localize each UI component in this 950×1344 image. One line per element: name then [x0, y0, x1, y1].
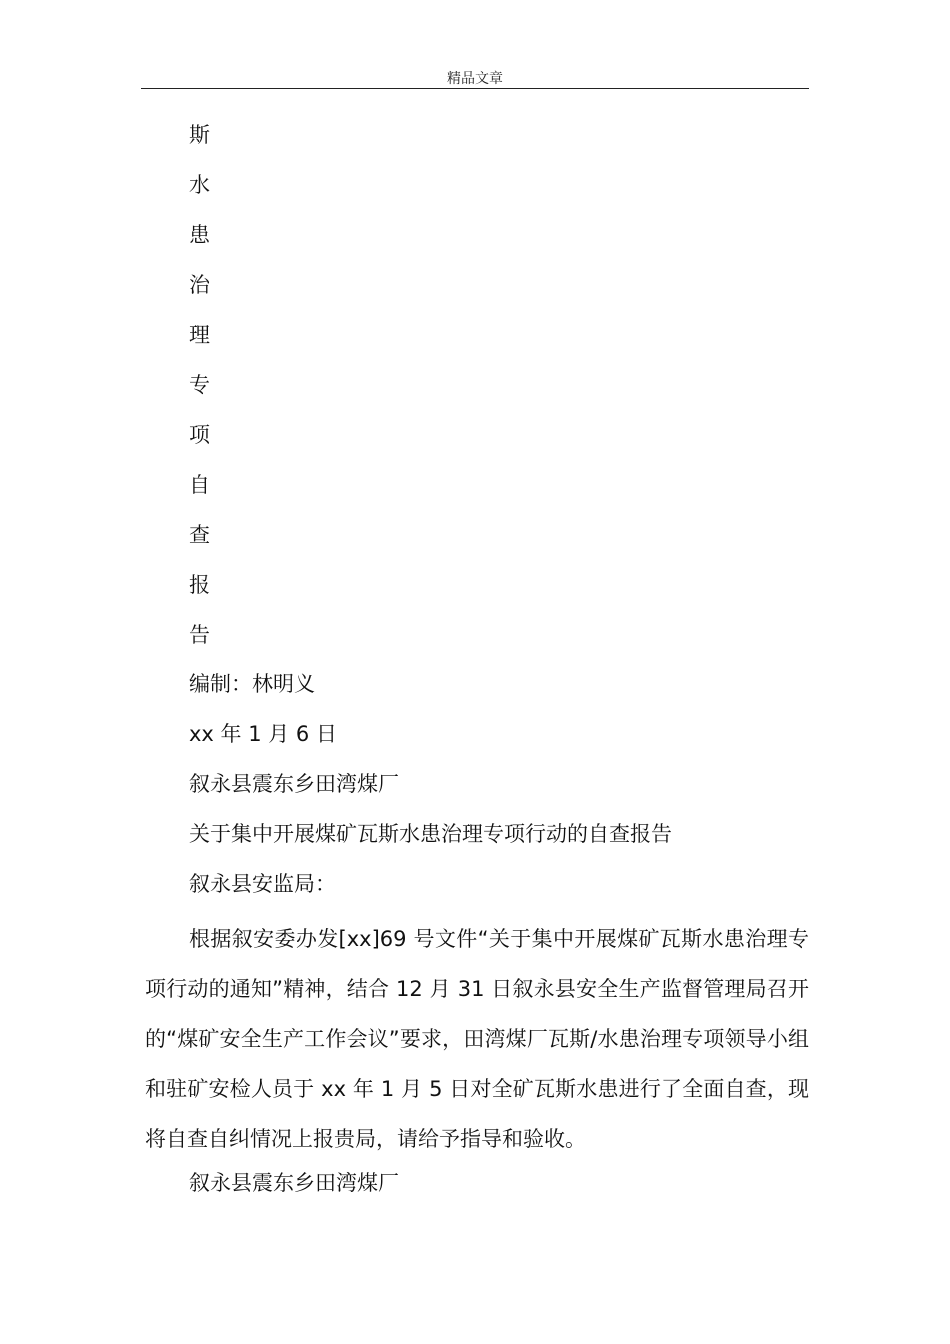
- title-char: 治: [189, 273, 210, 297]
- company-line: 叙永县震东乡田湾煤厂: [189, 772, 399, 796]
- running-header: 精品文章: [447, 71, 503, 87]
- title-char: 查: [189, 523, 210, 547]
- vertical-title: [189, 112, 210, 662]
- title-char: 水: [189, 173, 210, 197]
- title-char: 患: [189, 223, 210, 247]
- title-char: 自: [189, 473, 210, 497]
- report-title: 关于集中开展煤矿瓦斯水患治理专项行动的自查报告: [189, 822, 672, 846]
- title-char: 理: [189, 323, 210, 347]
- title-char: 专: [189, 373, 210, 397]
- title-char: 报: [189, 573, 210, 597]
- header-rule: [141, 88, 809, 89]
- addressee-line: 叙永县安监局：: [189, 872, 336, 896]
- title-char: 告: [189, 623, 210, 647]
- author-line: 编制：林明义: [189, 672, 315, 696]
- signature-line: 叙永县震东乡田湾煤厂: [189, 1171, 399, 1195]
- title-char: 项: [189, 423, 210, 447]
- title-char: 斯: [189, 123, 210, 147]
- date-line: xx 年 1 月 6 日: [189, 722, 337, 746]
- body-paragraph: 根据叙安委办发[xx]69 号文件“关于集中开展煤矿瓦斯水患治理专项行动的通知”精神，结合 12 月 31 日叙永县安全生产监督管理局召开的“煤矿安全生产工作会议”要求，田湾煤厂瓦斯/水患治理专项领导小组和驻矿安检人员于 xx 年 1 月 5 日对全矿瓦斯水患进行了全面自查，现将自查自纠情况上报贵局，请给予指导和验收。: [145, 927, 809, 1151]
